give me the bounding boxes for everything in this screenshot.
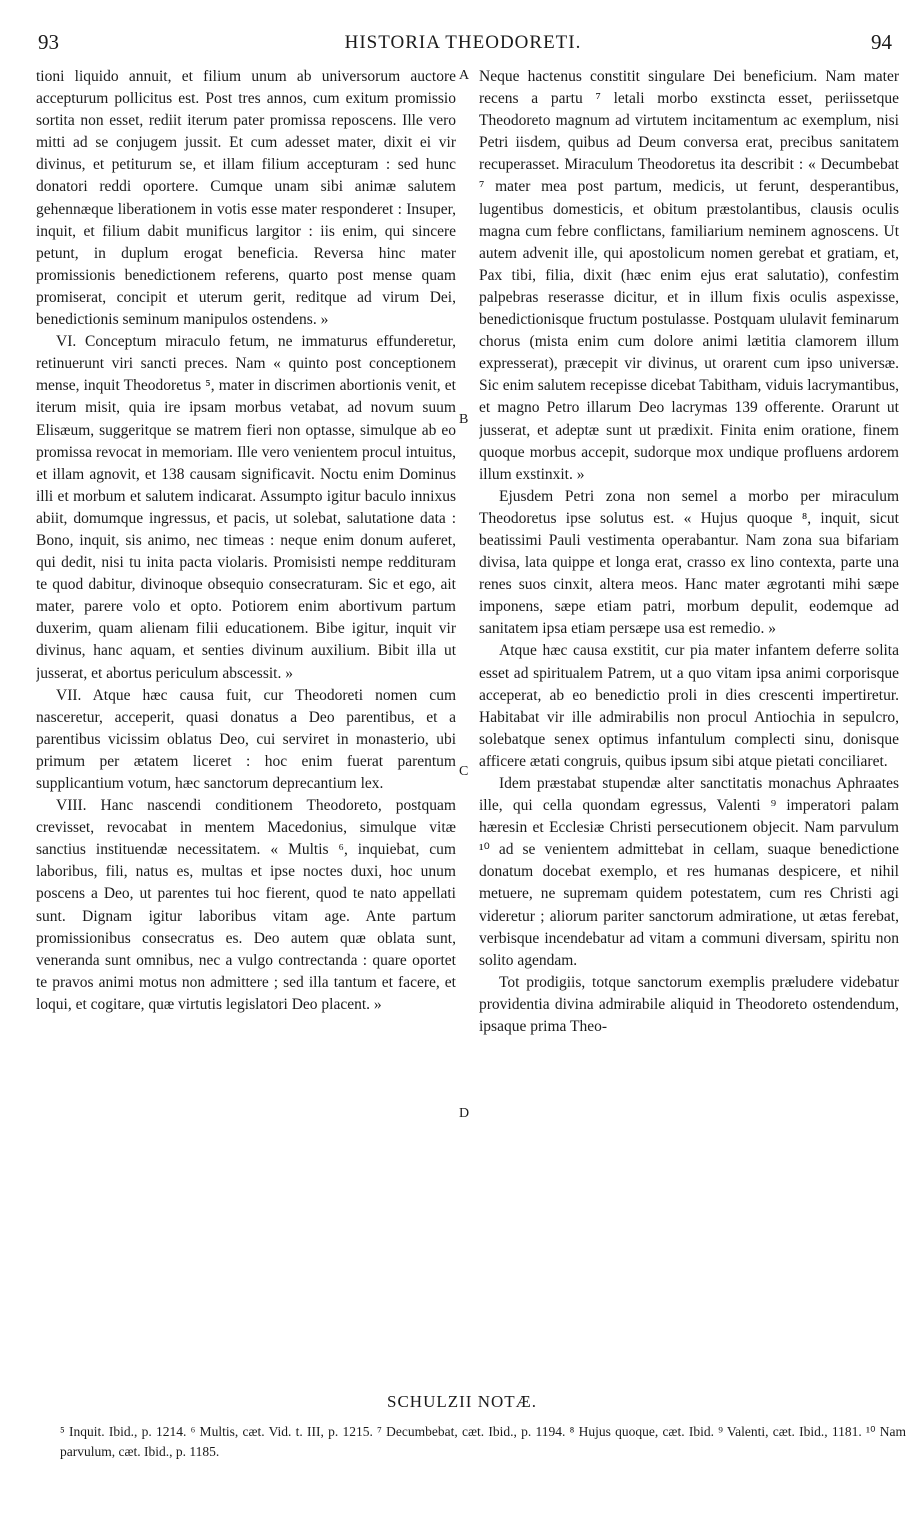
margin-marker-b: B — [459, 412, 469, 427]
paragraph: tioni liquido annuit, et filium unum ab universorum auctore accepturum pollicitus est. Post tres annos, cum exitum promissio sortita non esset, rediit iterum pater promissa reposcens. Ille vero mitti ad se conjugem jussit. Et cum adesset mater, dixit ei vir divinus, et petiturum se, et illam filium accepturam : sed hunc donatori reddi oportere. Cumque unam sibi animæ salutem gehennæque liberationem in votis esse mater responderet : Insuper, inquit, et filium dabit munificus largitor : iis enim, qui sincere petunt, in duplum erogat beneficia. Reversa hinc mater promissionis benedictionem referens, quarto post mense quam promiserat, concipit et uterum gerit, reditque ad virum Dei, benedictionis seminum manipulos ostendens. » — [36, 68, 456, 329]
paragraph: Ejusdem Petri zona non semel a morbo per miraculum Theodoretus ipse solutus est. « Hujus quoque ⁸, inquit, sicut beatissimi Pauli vestimenta operabantur. Nam zona sua bifariam divisa, lata quippe et longa erat, crasso ex lino contexta, parte una renes suos cinxit, altera meos. Hanc mater ægrotanti mihi sæpe imponens, sæpe etiam patri, morbum depulit, eodemque ad sanitatem ipsa etiam persæpe usa est remedio. » — [479, 487, 899, 638]
margin-marker-a: A — [459, 68, 470, 83]
paragraph: Neque hactenus constitit singulare Dei beneficium. Nam mater recens a partu ⁷ letali morbo exstincta esset, periissetque Theodoreto magnum ad virtutem incitamentum ac exemplum, nisi Petri iisdem, quibus ad Deum conversa erat, precibus sanitatem recuperasset. Miraculum Theodoretus ita describit : « Decumbebat ⁷ mater mea post partum, medicis, ut ferunt, desperantibus, lugentibus domesticis, et obitum præstolantibus, clausis oculis magna cum febre conflictans, familiarium neminem agnoscens. Ut autem advenit ille, qui apostolicum nomen gerebat et gratiam, et, Pax tibi, filia, dixit (hæc enim ejus erat salutatio), confestim palpebras reserasse dicitur, et in illum fixis oculis aspexisse, benedictionisque fructum postulasse. Postquam ululavit feminarum chorus (mista enim cum dolore animi lætitia clamorem illum expresserat), præcepit vir divinus, ut orarent cum ipso universæ. Sic enim salutem recepisse dicebat Tabitham, viduis lacrymantibus, et magno Petro illarum Deo lacrymas 139 offerente. Orarunt ut jusserat, et adeptæ sunt ut prædixit. Finita enim oratione, finem quoque morbus accepit, sudorque mox undique profluens ardorem illum exstinxit. » — [479, 68, 899, 483]
page-number-left: 93 — [38, 30, 59, 54]
paragraph: Atque hæc causa exstitit, cur pia mater infantem deferre solita esset ad spiritualem Patrem, ut a quo vitam ipsa animi corporisque acceperat, ab eo benedictio proli in dies crescenti impertiretur. Habitabat vir ille admirabilis non procul Antiochia in sepulcro, solebatque senex optimus infantulum complecti sinu, donisque afficere ætati congruis, quibus ipsum sibi atque pietati conciliaret. — [479, 642, 899, 770]
notes-title: SCHULZII NOTÆ. — [387, 1392, 537, 1411]
page-number-right: 94 — [871, 30, 892, 54]
paragraph: VI. Conceptum miraculo fetum, ne immaturus effunderetur, retinuerunt viri sancti preces. Nam « quinto post conceptionem mense, inquit Theodoretus ⁵, mater in discrimen abortionis venit, et iterum misit, quia ire ipsam morbus vetabat, ad novum suum Elisæum, suggeritque se matrem fieri non optasse, simulque ab eo promissa revocat in memoriam. Ille vero venientem procul intuitus, et illam agnovit, et 138 causam significavit. Noctu enim Dominus illi et morbum et salutem indicarat. Assumpto igitur baculo innixus abiit, domumque ingressus, et pacis, ut solebat, salutatione data : Bono, inquit, sis animo, nec timeas : neque enim donum auferet, qui dedit, nisi tu inita pacta violaris. Promisisti nempe reddituram te quod dabitur, divinoque obsequio consecraturam. Sic et ego, ait mater, parere volo et opto. Potiorem enim abortivum partum duxerim, quam alienam filii educationem. Bibe igitur, inquit vir divinus, hanc aquam, et senties divinum auxilium. Bibit illa ut jusserat, et abortus periculum abscessit. » — [36, 333, 456, 682]
left-column — [36, 66, 456, 1360]
footnotes: ⁵ Inquit. Ibid., p. 1214. ⁶ Multis, cæt. Vid. t. III, p. 1215. ⁷ Decumbebat, cæt. Ibid., p. 1194. ⁸ Hujus quoque, cæt. Ibid. ⁹ Valenti, cæt. Ibid., 1181. ¹⁰ Nam parvulum, cæt. Ibid., p. 1185. — [60, 1424, 906, 1459]
paragraph: VIII. Hanc nascendi conditionem Theodoreto, postquam crevisset, revocabat in mentem Macedonius, simulque vitæ sanctius instituendæ necessitatem. « Multis ⁶, inquiebat, cum laboribus, fili, natus es, multas et ipse noctes duxi, hoc unum poscens a Deo, ut parentes tui hoc fierent, quod te nato appellati sunt. Dignam igitur laboribus vitam age. Ante partum promissionibus consecratus es. Deo autem quæ oblata sunt, veneranda sunt omnibus, nec a vulgo contrectanda : quare oportet te pravos animi motus non admittere ; sed illa tantum et facere, et loqui, et cogitare, quæ virtutis legislatori Deo placent. » — [36, 797, 456, 1013]
margin-marker-c: C — [459, 764, 469, 779]
running-title: HISTORIA THEODORETI. — [344, 32, 582, 53]
right-column — [479, 66, 899, 1360]
paragraph: VII. Atque hæc causa fuit, cur Theodoreti nomen cum nasceretur, acceperit, quasi donatus a Deo parentibus, et a parentibus vicissim oblatus Deo, cui serviret in monasterio, ubi primum per ætatem liceret : hoc enim fuerat parentum supplicantium votum, hæc sanctorum deprecantium lex. — [36, 686, 456, 792]
paragraph: Tot prodigiis, totque sanctorum exemplis præludere videbatur providentia divina admirabile aliquid in Theodoreto ostendendum, ipsaque prima Theo- — [479, 973, 899, 1036]
running-header — [30, 30, 896, 56]
margin-marker-d: D — [459, 1106, 470, 1121]
paragraph: Idem præstabat stupendæ alter sanctitatis monachus Aphraates ille, qui cella quondam egressus, Valenti ⁹ imperatori palam hæresin et Ecclesiæ Christi persecutionem objecit. Nam parvulum ¹⁰ ad se venientem admittebat in cellam, suaque benedictione donatum docebat exemplo, et res humanas despicere, et nihil metuere, ne supremam quidem potestatem, cum res Christi agi videretur ; aliorum pariter sanctorum admiratione, ut ætas ferebat, verbisque incendebatur ad vitam a communi diversam, spiritu non solito agendam. — [479, 775, 899, 969]
